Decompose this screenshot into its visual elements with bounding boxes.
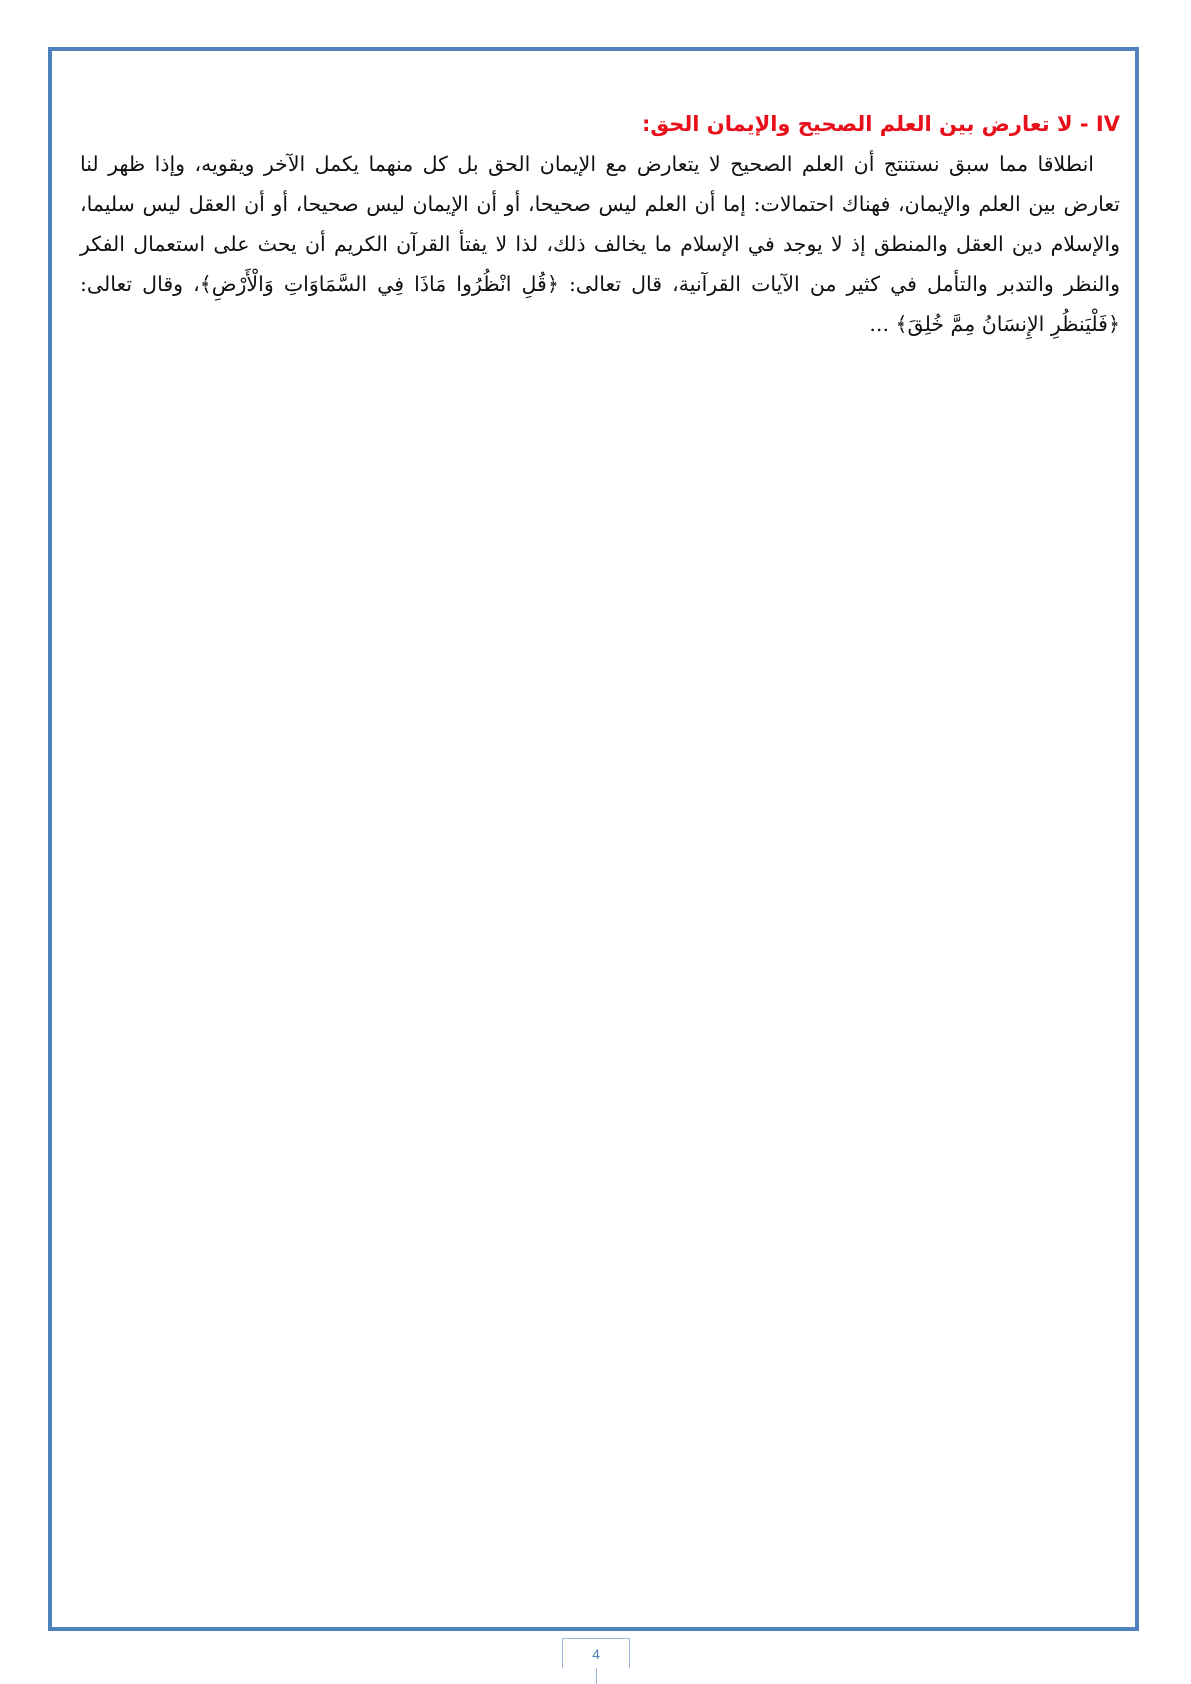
page-number: 4 bbox=[562, 1638, 630, 1668]
page-content bbox=[80, 108, 1120, 344]
body-paragraph: انطلاقا مما سبق نستنتج أن العلم الصحيح لا يتعارض مع الإيمان الحق بل كل منهما يكمل الآخر ويقويه، وإذا ظهر لنا تعارض بين العلم والإيمان، فهناك احتمالات: إما أن العلم ليس صحيحا، أو أن الإيمان ليس صحيحا، أو أن العقل ليس سليما، والإسلام دين العقل والمنطق إذ لا يوجد في الإسلام ما يخالف ذلك، لذا لا يفتأ القرآن الكريم أن يحث على استعمال الفكر والنظر والتدبر والتأمل في كثير من الآيات القرآنية، قال تعالى: ﴿قُلِ انْظُرُوا مَاذَا فِي السَّمَاوَاتِ وَالْأَرْضِ﴾، وقال تعالى: ﴿فَلْيَنظُرِ الإِنسَانُ مِمَّ خُلِقَ﴾ ... bbox=[80, 152, 1120, 336]
page-number-connector bbox=[596, 1668, 597, 1684]
section-heading bbox=[80, 108, 1120, 140]
section-number: IV bbox=[1095, 112, 1120, 136]
section-title: لا تعارض بين العلم الصحيح والإيمان الحق: bbox=[641, 112, 1073, 136]
section-separator: - bbox=[1072, 112, 1096, 136]
